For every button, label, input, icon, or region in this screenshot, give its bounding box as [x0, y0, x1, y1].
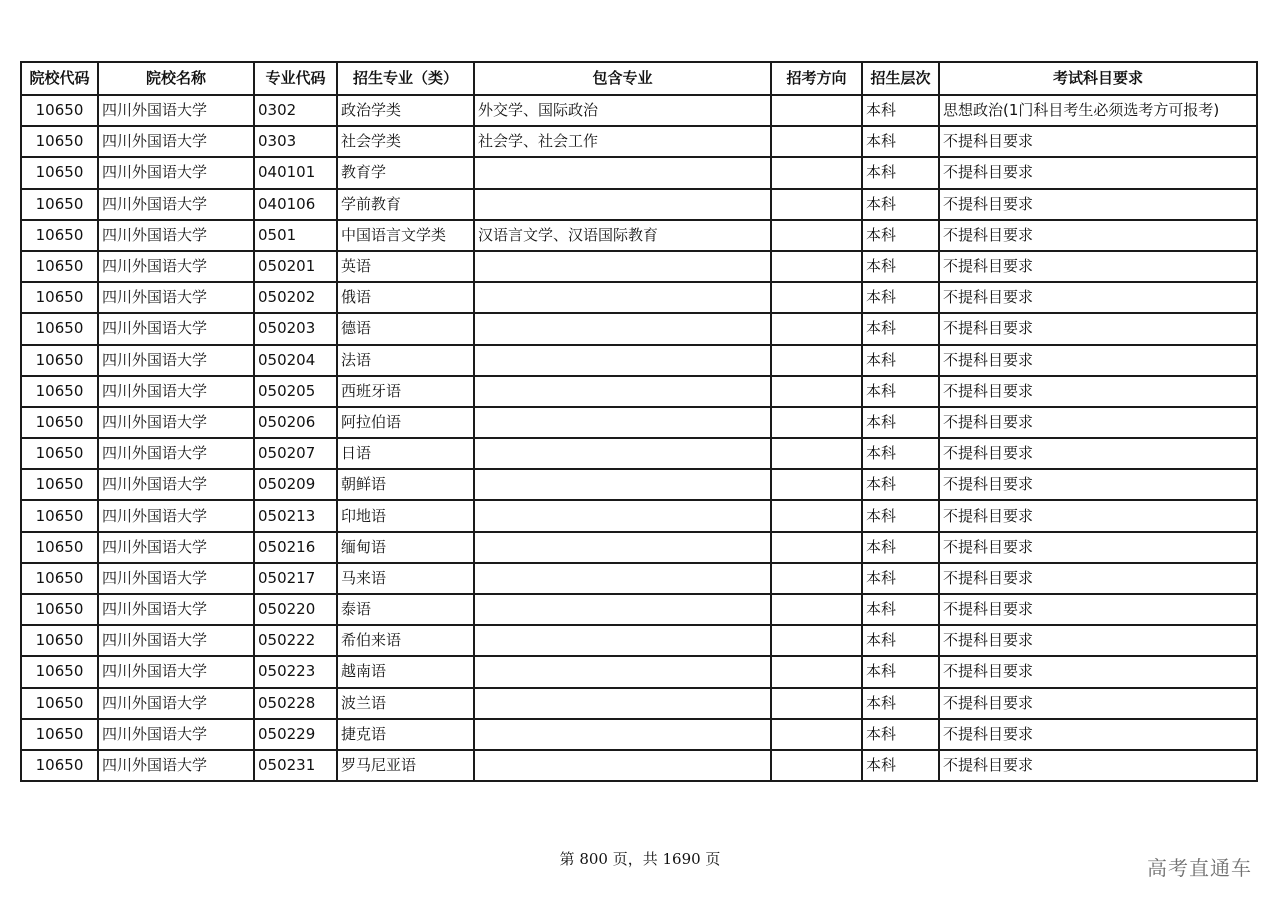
table-row	[21, 251, 1257, 282]
level-cell: 本科	[862, 625, 939, 656]
major-code-cell: 050203	[254, 313, 337, 344]
table-header-row	[21, 62, 1257, 95]
table-row	[21, 95, 1257, 126]
school-code-cell: 10650	[21, 313, 98, 344]
included-majors-cell	[474, 282, 771, 313]
direction-cell	[771, 656, 862, 687]
included-majors-cell	[474, 469, 771, 500]
table-row	[21, 688, 1257, 719]
school-code-cell: 10650	[21, 251, 98, 282]
direction-cell	[771, 220, 862, 251]
level-cell: 本科	[862, 438, 939, 469]
major-cell: 越南语	[337, 656, 474, 687]
school-name-cell: 四川外国语大学	[98, 656, 254, 687]
direction-cell	[771, 282, 862, 313]
included-majors-cell	[474, 594, 771, 625]
major-cell: 社会学类	[337, 126, 474, 157]
major-code-cell: 050222	[254, 625, 337, 656]
subject-requirement-cell: 不提科目要求	[939, 438, 1257, 469]
included-majors-cell	[474, 313, 771, 344]
subject-requirement-cell: 不提科目要求	[939, 563, 1257, 594]
major-code-cell: 050213	[254, 500, 337, 531]
major-code-cell: 050205	[254, 376, 337, 407]
major-cell: 希伯来语	[337, 625, 474, 656]
major-cell: 英语	[337, 251, 474, 282]
table-row	[21, 469, 1257, 500]
direction-cell	[771, 750, 862, 781]
major-cell: 缅甸语	[337, 532, 474, 563]
included-majors-cell	[474, 251, 771, 282]
school-code-cell: 10650	[21, 625, 98, 656]
school-code-cell: 10650	[21, 438, 98, 469]
included-majors-cell	[474, 625, 771, 656]
level-cell: 本科	[862, 157, 939, 188]
level-cell: 本科	[862, 220, 939, 251]
table-row	[21, 282, 1257, 313]
subject-requirement-cell: 不提科目要求	[939, 313, 1257, 344]
level-cell: 本科	[862, 376, 939, 407]
school-code-cell: 10650	[21, 220, 98, 251]
table-row	[21, 313, 1257, 344]
school-code-cell: 10650	[21, 189, 98, 220]
direction-cell	[771, 126, 862, 157]
school-code-cell: 10650	[21, 688, 98, 719]
level-cell: 本科	[862, 469, 939, 500]
direction-cell	[771, 157, 862, 188]
included-majors-cell	[474, 438, 771, 469]
direction-cell	[771, 563, 862, 594]
school-name-cell: 四川外国语大学	[98, 688, 254, 719]
included-majors-cell	[474, 563, 771, 594]
level-cell: 本科	[862, 189, 939, 220]
school-code-cell: 10650	[21, 594, 98, 625]
school-code-cell: 10650	[21, 376, 98, 407]
major-code-cell: 0302	[254, 95, 337, 126]
direction-cell	[771, 251, 862, 282]
subject-requirement-cell: 不提科目要求	[939, 220, 1257, 251]
major-cell: 泰语	[337, 594, 474, 625]
major-cell: 中国语言文学类	[337, 220, 474, 251]
subject-requirement-cell: 不提科目要求	[939, 625, 1257, 656]
direction-cell	[771, 625, 862, 656]
major-cell: 波兰语	[337, 688, 474, 719]
subject-requirement-cell: 不提科目要求	[939, 719, 1257, 750]
school-name-cell: 四川外国语大学	[98, 594, 254, 625]
direction-cell	[771, 95, 862, 126]
school-name-cell: 四川外国语大学	[98, 438, 254, 469]
school-name-cell: 四川外国语大学	[98, 469, 254, 500]
table-row	[21, 157, 1257, 188]
header-school-code: 院校代码	[21, 62, 98, 95]
direction-cell	[771, 469, 862, 500]
level-cell: 本科	[862, 95, 939, 126]
school-code-cell: 10650	[21, 407, 98, 438]
major-cell: 教育学	[337, 157, 474, 188]
header-level: 招生层次	[862, 62, 939, 95]
page-number: 第 800 页，共 1690 页	[559, 850, 721, 868]
direction-cell	[771, 688, 862, 719]
school-name-cell: 四川外国语大学	[98, 500, 254, 531]
table-row	[21, 407, 1257, 438]
admissions-table-container	[20, 61, 1256, 782]
direction-cell	[771, 719, 862, 750]
level-cell: 本科	[862, 126, 939, 157]
table-row	[21, 750, 1257, 781]
school-name-cell: 四川外国语大学	[98, 625, 254, 656]
table-row	[21, 220, 1257, 251]
major-code-cell: 040101	[254, 157, 337, 188]
table-row	[21, 656, 1257, 687]
subject-requirement-cell: 不提科目要求	[939, 157, 1257, 188]
school-code-cell: 10650	[21, 719, 98, 750]
subject-requirement-cell: 不提科目要求	[939, 688, 1257, 719]
major-code-cell: 050220	[254, 594, 337, 625]
table-row	[21, 625, 1257, 656]
included-majors-cell	[474, 719, 771, 750]
major-cell: 印地语	[337, 500, 474, 531]
major-cell: 马来语	[337, 563, 474, 594]
subject-requirement-cell: 不提科目要求	[939, 656, 1257, 687]
direction-cell	[771, 376, 862, 407]
included-majors-cell	[474, 750, 771, 781]
major-code-cell: 050204	[254, 345, 337, 376]
subject-requirement-cell: 不提科目要求	[939, 126, 1257, 157]
subject-requirement-cell: 不提科目要求	[939, 469, 1257, 500]
school-code-cell: 10650	[21, 563, 98, 594]
level-cell: 本科	[862, 688, 939, 719]
school-code-cell: 10650	[21, 95, 98, 126]
header-school-name: 院校名称	[98, 62, 254, 95]
major-code-cell: 050231	[254, 750, 337, 781]
school-name-cell: 四川外国语大学	[98, 157, 254, 188]
direction-cell	[771, 500, 862, 531]
admissions-table	[20, 61, 1258, 782]
major-cell: 日语	[337, 438, 474, 469]
major-code-cell: 050217	[254, 563, 337, 594]
table-row	[21, 376, 1257, 407]
level-cell: 本科	[862, 251, 939, 282]
major-code-cell: 050209	[254, 469, 337, 500]
header-major: 招生专业（类）	[337, 62, 474, 95]
school-code-cell: 10650	[21, 157, 98, 188]
table-row	[21, 594, 1257, 625]
level-cell: 本科	[862, 750, 939, 781]
subject-requirement-cell: 不提科目要求	[939, 750, 1257, 781]
header-direction: 招考方向	[771, 62, 862, 95]
school-name-cell: 四川外国语大学	[98, 345, 254, 376]
subject-requirement-cell: 思想政治(1门科目考生必须选考方可报考)	[939, 95, 1257, 126]
header-major-code: 专业代码	[254, 62, 337, 95]
table-row	[21, 438, 1257, 469]
major-cell: 德语	[337, 313, 474, 344]
included-majors-cell	[474, 157, 771, 188]
included-majors-cell	[474, 376, 771, 407]
table-row	[21, 189, 1257, 220]
level-cell: 本科	[862, 407, 939, 438]
school-code-cell: 10650	[21, 656, 98, 687]
included-majors-cell	[474, 407, 771, 438]
school-code-cell: 10650	[21, 126, 98, 157]
school-code-cell: 10650	[21, 750, 98, 781]
major-code-cell: 050216	[254, 532, 337, 563]
major-code-cell: 0501	[254, 220, 337, 251]
level-cell: 本科	[862, 532, 939, 563]
direction-cell	[771, 594, 862, 625]
included-majors-cell	[474, 688, 771, 719]
major-cell: 朝鲜语	[337, 469, 474, 500]
school-name-cell: 四川外国语大学	[98, 95, 254, 126]
table-row	[21, 500, 1257, 531]
school-name-cell: 四川外国语大学	[98, 251, 254, 282]
subject-requirement-cell: 不提科目要求	[939, 251, 1257, 282]
school-name-cell: 四川外国语大学	[98, 719, 254, 750]
direction-cell	[771, 532, 862, 563]
header-included-majors: 包含专业	[474, 62, 771, 95]
major-code-cell: 040106	[254, 189, 337, 220]
school-name-cell: 四川外国语大学	[98, 563, 254, 594]
school-name-cell: 四川外国语大学	[98, 376, 254, 407]
major-cell: 捷克语	[337, 719, 474, 750]
major-cell: 俄语	[337, 282, 474, 313]
school-name-cell: 四川外国语大学	[98, 282, 254, 313]
included-majors-cell	[474, 345, 771, 376]
school-name-cell: 四川外国语大学	[98, 532, 254, 563]
subject-requirement-cell: 不提科目要求	[939, 376, 1257, 407]
table-row	[21, 345, 1257, 376]
major-code-cell: 050201	[254, 251, 337, 282]
included-majors-cell: 社会学、社会工作	[474, 126, 771, 157]
level-cell: 本科	[862, 313, 939, 344]
level-cell: 本科	[862, 594, 939, 625]
included-majors-cell: 外交学、国际政治	[474, 95, 771, 126]
school-name-cell: 四川外国语大学	[98, 750, 254, 781]
school-code-cell: 10650	[21, 500, 98, 531]
major-code-cell: 050223	[254, 656, 337, 687]
school-code-cell: 10650	[21, 345, 98, 376]
subject-requirement-cell: 不提科目要求	[939, 500, 1257, 531]
subject-requirement-cell: 不提科目要求	[939, 532, 1257, 563]
included-majors-cell	[474, 656, 771, 687]
major-cell: 法语	[337, 345, 474, 376]
included-majors-cell: 汉语言文学、汉语国际教育	[474, 220, 771, 251]
direction-cell	[771, 345, 862, 376]
major-cell: 西班牙语	[337, 376, 474, 407]
direction-cell	[771, 313, 862, 344]
subject-requirement-cell: 不提科目要求	[939, 345, 1257, 376]
table-row	[21, 719, 1257, 750]
table-row	[21, 532, 1257, 563]
direction-cell	[771, 407, 862, 438]
direction-cell	[771, 189, 862, 220]
table-row	[21, 126, 1257, 157]
included-majors-cell	[474, 189, 771, 220]
major-code-cell: 0303	[254, 126, 337, 157]
table-row	[21, 563, 1257, 594]
subject-requirement-cell: 不提科目要求	[939, 407, 1257, 438]
level-cell: 本科	[862, 563, 939, 594]
school-name-cell: 四川外国语大学	[98, 313, 254, 344]
subject-requirement-cell: 不提科目要求	[939, 594, 1257, 625]
school-name-cell: 四川外国语大学	[98, 126, 254, 157]
school-code-cell: 10650	[21, 469, 98, 500]
included-majors-cell	[474, 500, 771, 531]
school-code-cell: 10650	[21, 532, 98, 563]
level-cell: 本科	[862, 719, 939, 750]
level-cell: 本科	[862, 500, 939, 531]
table-body	[21, 95, 1257, 781]
major-code-cell: 050206	[254, 407, 337, 438]
major-cell: 政治学类	[337, 95, 474, 126]
school-name-cell: 四川外国语大学	[98, 189, 254, 220]
major-cell: 学前教育	[337, 189, 474, 220]
subject-requirement-cell: 不提科目要求	[939, 189, 1257, 220]
level-cell: 本科	[862, 656, 939, 687]
school-name-cell: 四川外国语大学	[98, 220, 254, 251]
level-cell: 本科	[862, 345, 939, 376]
direction-cell	[771, 438, 862, 469]
major-code-cell: 050207	[254, 438, 337, 469]
school-code-cell: 10650	[21, 282, 98, 313]
major-code-cell: 050228	[254, 688, 337, 719]
subject-requirement-cell: 不提科目要求	[939, 282, 1257, 313]
major-code-cell: 050229	[254, 719, 337, 750]
level-cell: 本科	[862, 282, 939, 313]
major-code-cell: 050202	[254, 282, 337, 313]
header-subject-requirement: 考试科目要求	[939, 62, 1257, 95]
included-majors-cell	[474, 532, 771, 563]
major-cell: 罗马尼亚语	[337, 750, 474, 781]
major-cell: 阿拉伯语	[337, 407, 474, 438]
watermark-text: 高考直通车	[1147, 856, 1252, 880]
school-name-cell: 四川外国语大学	[98, 407, 254, 438]
